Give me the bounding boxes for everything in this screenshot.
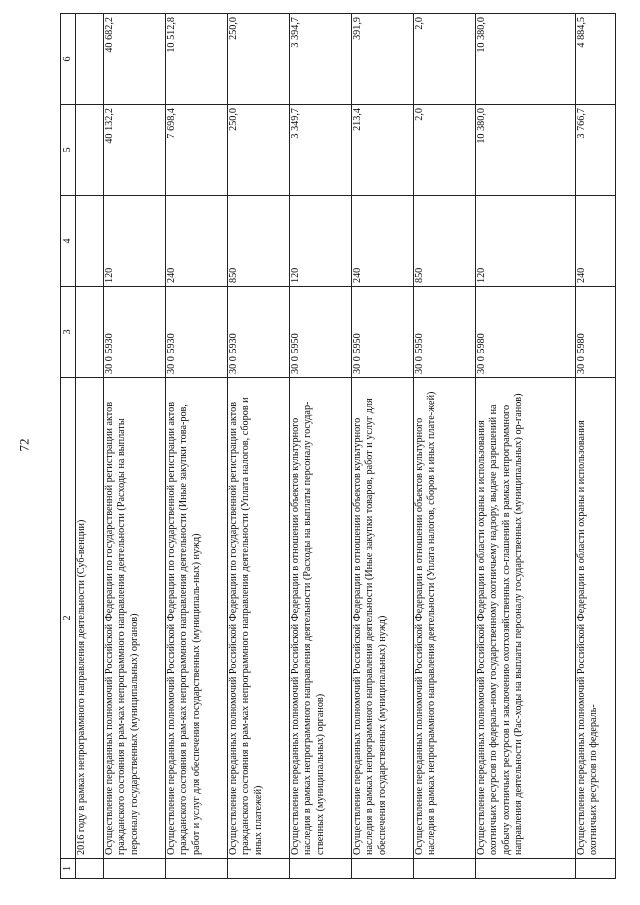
- row-col6: 40 682,2: [104, 14, 166, 105]
- table-row: [352, 14, 414, 879]
- row-col5: 250,0: [228, 105, 290, 196]
- table-frame: [60, 14, 630, 879]
- row-text: Осуществление переданных полномочий Российской Федерации в отношении объектов культурного наследия в рамках непрограммного направления деятельности (Иные закупки товаров, работ и услуг для обеспечения государственных (муниципальных) нужд): [352, 378, 414, 859]
- page-number: 72: [16, 438, 32, 452]
- header-cell-6: 6: [61, 14, 76, 105]
- row-col6: 4 884,5: [576, 14, 616, 105]
- row-col6: 3 394,7: [290, 14, 352, 105]
- row-col5: 40 132,2: [104, 105, 166, 196]
- row-text: Осуществление переданных полномочий Российской Федерации по государственной регистрации актов гражданского состояния в рам-ках непрограммного направления деятельности (Уплата налогов, сборов и иных платежей): [228, 378, 290, 859]
- table-row: [290, 14, 352, 879]
- row-text: Осуществление переданных полномочий Российской Федерации по государственной регистрации актов гражданского состояния в рам-ках непрограммного направления деятельности (Расходы на выплаты персоналу государственных (муниципальных) органов): [104, 378, 166, 859]
- budget-table: [60, 13, 616, 879]
- row-code: 30 0 5930: [104, 287, 166, 378]
- table-row: [414, 14, 476, 879]
- table-row: [476, 14, 576, 879]
- header-cell-2: 2: [61, 378, 76, 859]
- row-col5: 7 698,4: [166, 105, 228, 196]
- row-col5: 213,4: [352, 105, 414, 196]
- empty-cell: [414, 859, 476, 879]
- row-code: 30 0 5950: [414, 287, 476, 378]
- empty-cell: [290, 859, 352, 879]
- row-type: 850: [228, 196, 290, 287]
- row-code: 30 0 5950: [290, 287, 352, 378]
- empty-cell: [228, 859, 290, 879]
- row-code: 30 0 5930: [166, 287, 228, 378]
- row-type: 120: [476, 196, 576, 287]
- empty-cell: [476, 859, 576, 879]
- empty-cell: [76, 105, 104, 196]
- table-row: [104, 14, 166, 879]
- row-col5: 2,0: [414, 105, 476, 196]
- header-cell-1: 1: [61, 859, 76, 879]
- empty-cell: [76, 859, 104, 879]
- row-col6: 250,0: [228, 14, 290, 105]
- row-text: Осуществление переданных полномочий Российской Федерации в отношении объектов культурного наследия в рамках непрограммного направления деятельности (Расходы на выплаты персоналу государ-ственных (муниципальных) органов): [290, 378, 352, 859]
- row-text: Осуществление переданных полномочий Российской Федерации в отношении объектов культурного наследия в рамках непрограммного направления деятельности (Уплата налогов, сборов и иных плате-жей): [414, 378, 476, 859]
- row-col6: 10 380,0: [476, 14, 576, 105]
- row-text: Осуществление переданных полномочий Российской Федерации в области охраны и использования охотничьих ресурсов по федераль-ному государственному охотничьему надзору, выдаче разрешений на добычу охотничьих ресурсов и заключению охотхозяйственных со-глашений в рамках непрограммного направления деятельности (Рас-ходы на выплаты персоналу государственных (муниципальных) ор-ганов): [476, 378, 576, 859]
- row-code: 30 0 5980: [576, 287, 616, 378]
- empty-cell: [104, 859, 166, 879]
- empty-cell: [76, 287, 104, 378]
- row-type: 240: [576, 196, 616, 287]
- header-cell-4: 4: [61, 196, 76, 287]
- row-col6: 2,0: [414, 14, 476, 105]
- empty-cell: [76, 196, 104, 287]
- empty-cell: [576, 859, 616, 879]
- intro-row: [76, 14, 104, 879]
- empty-cell: [166, 859, 228, 879]
- row-col5: 3 766,7: [576, 105, 616, 196]
- row-type: 120: [104, 196, 166, 287]
- rotated-table-container: [60, 14, 630, 879]
- intro-text: 2016 году в рамках непрограммного направления деятельности (Суб-венции): [76, 378, 104, 859]
- row-col6: 10 512,8: [166, 14, 228, 105]
- row-col5: 3 349,7: [290, 105, 352, 196]
- header-cell-5: 5: [61, 105, 76, 196]
- table-row: [166, 14, 228, 879]
- row-text: Осуществление переданных полномочий Российской Федерации по государственной регистрации актов гражданского состояния в рам-ках непрограммного направления деятельности (Иные закупки това-ров, работ и услуг для обеспечения государственных (муниципаль-ных) нужд): [166, 378, 228, 859]
- empty-cell: [76, 14, 104, 105]
- header-row: [61, 14, 76, 879]
- row-code: 30 0 5980: [476, 287, 576, 378]
- header-cell-3: 3: [61, 287, 76, 378]
- row-code: 30 0 5930: [228, 287, 290, 378]
- row-type: 120: [290, 196, 352, 287]
- row-code: 30 0 5950: [352, 287, 414, 378]
- row-text: Осуществление переданных полномочий Российской Федерации в области охраны и использования охотничьих ресурсов по федераль-: [576, 378, 616, 859]
- row-type: 850: [414, 196, 476, 287]
- row-type: 240: [166, 196, 228, 287]
- row-type: 240: [352, 196, 414, 287]
- empty-cell: [352, 859, 414, 879]
- row-col5: 10 380,0: [476, 105, 576, 196]
- table-row: [576, 14, 616, 879]
- row-col6: 391,9: [352, 14, 414, 105]
- table-row: [228, 14, 290, 879]
